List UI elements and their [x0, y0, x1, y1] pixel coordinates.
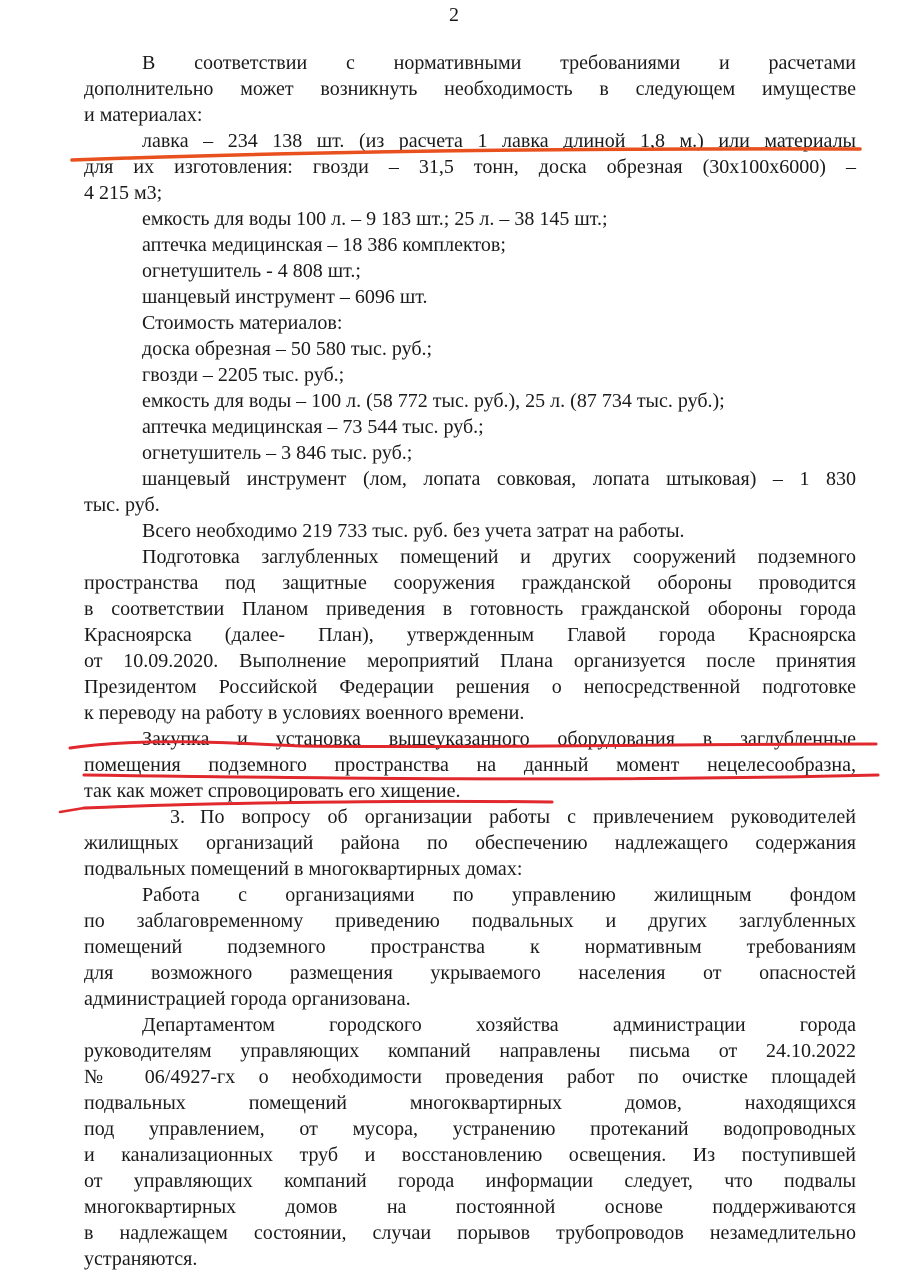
- department-line-8: многоквартирных домов на постоянной основе поддерживаются: [84, 1196, 856, 1218]
- preparation-line-6: Президентом Российской Федерации решения о непосредственной подготовке: [84, 676, 856, 698]
- cost-item-extinguisher: огнетушитель – 3 846 тыс. руб.;: [142, 442, 413, 464]
- department-line-2: руководителям управляющих компаний направлены письма от 24.10.2022: [84, 1040, 856, 1062]
- cost-item-first-aid: аптечка медицинская – 73 544 тыс. руб.;: [142, 416, 484, 438]
- intro-line-2: дополнительно может возникнуть необходимость в следующем имуществе: [84, 78, 856, 100]
- intro-line-3: и материалах:: [84, 104, 203, 126]
- department-line-1: Департаментом городского хозяйства администрации города: [142, 1014, 856, 1036]
- cost-item-boards: доска обрезная – 50 580 тыс. руб.;: [142, 338, 433, 360]
- purchase-line-3: так как может спровоцировать его хищение.: [84, 780, 461, 802]
- department-line-4: подвальных помещений многоквартирных домов, находящихся: [84, 1092, 856, 1114]
- work-line-3: помещений подземного пространства к нормативным требованиям: [84, 936, 856, 958]
- materials-cost-heading: Стоимость материалов:: [142, 312, 343, 334]
- list-item-extinguisher: огнетушитель - 4 808 шт.;: [142, 260, 361, 282]
- section3-line-3: подвальных помещений в многоквартирных домах:: [84, 858, 523, 880]
- preparation-line-2: пространства под защитные сооружения гражданской обороны проводится: [84, 572, 856, 594]
- list-item-first-aid: аптечка медицинская – 18 386 комплектов;: [142, 234, 506, 256]
- red-underline-tick: [60, 808, 84, 812]
- cost-item-nails: гвозди – 2205 тыс. руб.;: [142, 364, 345, 386]
- department-line-5: под управлением, от мусора, устранению протеканий водопроводных: [84, 1118, 856, 1140]
- bench-line-2: для их изготовления: гвозди – 31,5 тонн, доска обрезная (30х100х6000) –: [84, 156, 856, 178]
- section3-line-2: жилищных организаций района по обеспечению надлежащего содержания: [84, 832, 856, 854]
- section-number: 3.: [170, 806, 185, 828]
- section3-line-1: По вопросу об организации работы с привлечением руководителей: [200, 806, 856, 828]
- department-line-7: от управляющих компаний города информации следует, что подвалы: [84, 1170, 856, 1192]
- department-line-6: и канализационных труб и восстановлению освещения. Из поступившей: [84, 1144, 856, 1166]
- work-line-2: по заблаговременному приведению подвальных и других заглубленных: [84, 910, 856, 932]
- work-line-1: Работа с организациями по управлению жилищным фондом: [142, 884, 856, 906]
- preparation-line-7: к переводу на работу в условиях военного времени.: [84, 702, 525, 724]
- department-line-3: № 06/4927-гх о необходимости проведения работ по очистке площадей: [84, 1066, 856, 1088]
- purchase-line-1: Закупка и установка вышеуказанного оборудования в заглубленные: [142, 728, 856, 750]
- preparation-line-3: в соответствии Планом приведения в готовность гражданской обороны города: [84, 598, 856, 620]
- page-number: 2: [449, 4, 459, 26]
- department-line-10: устраняются.: [84, 1248, 198, 1270]
- list-item-tools: шанцевый инструмент – 6096 шт.: [142, 286, 428, 308]
- list-item-water: емкость для воды 100 л. – 9 183 шт.; 25 л. – 38 145 шт.;: [142, 208, 608, 230]
- work-line-5: администрацией города организована.: [84, 988, 411, 1010]
- bench-line-1: лавка – 234 138 шт. (из расчета 1 лавка длиной 1,8 м.) или материалы: [142, 130, 856, 152]
- preparation-line-4: Красноярска (далее- План), утвержденным Главой города Красноярска: [84, 624, 856, 646]
- bench-line-3: 4 215 м3;: [84, 182, 163, 204]
- preparation-line-1: Подготовка заглубленных помещений и других сооружений подземного: [142, 546, 856, 568]
- total-line: Всего необходимо 219 733 тыс. руб. без учета затрат на работы.: [142, 520, 685, 542]
- department-line-9: в надлежащем состоянии, случаи порывов трубопроводов незамедлительно: [84, 1222, 856, 1244]
- purchase-line-2: помещения подземного пространства на данный момент нецелесообразна,: [84, 754, 856, 776]
- work-line-4: для возможного размещения укрываемого населения от опасностей: [84, 962, 856, 984]
- preparation-line-5: от 10.09.2020. Выполнение мероприятий Плана организуется после принятия: [84, 650, 856, 672]
- intro-line-1: В соответствии с нормативными требованиями и расчетами: [142, 52, 856, 74]
- cost-item-water: емкость для воды – 100 л. (58 772 тыс. руб.), 25 л. (87 734 тыс. руб.);: [142, 390, 725, 412]
- cost-item-tools: шанцевый инструмент (лом, лопата совковая, лопата штыковая) – 1 830: [142, 468, 856, 490]
- cost-item-tools-tail: тыс. руб.: [84, 494, 160, 516]
